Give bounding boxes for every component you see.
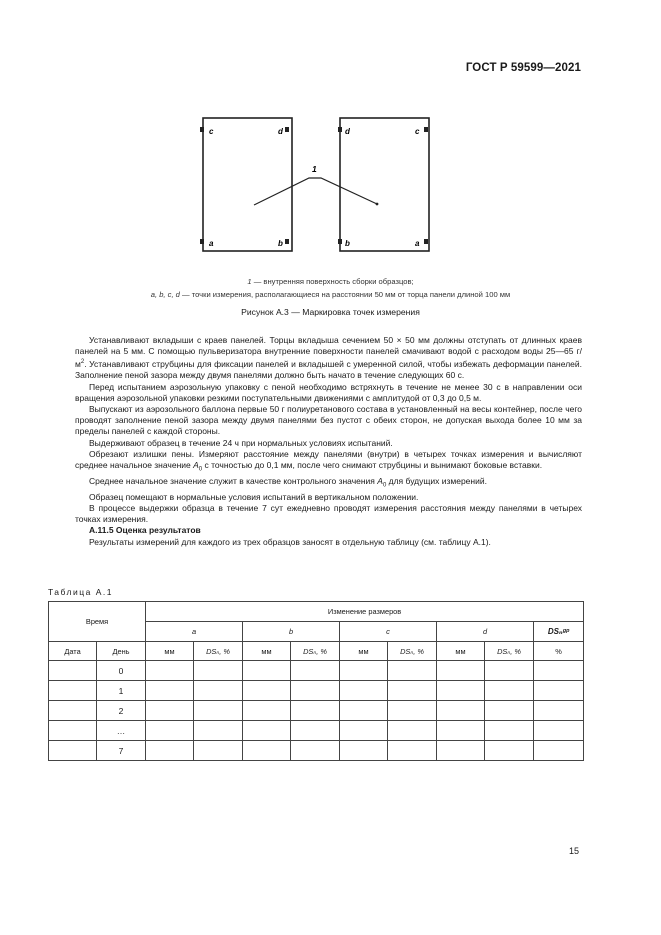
table-label: Таблица А.1 (48, 587, 113, 597)
unit-dsn: DSₙ, % (291, 642, 340, 661)
legend-text: — внутренняя поверхность сборки образцов; (251, 277, 414, 286)
table-row (49, 701, 584, 721)
paragraph: В процессе выдержки образца в течение 7 сут ежедневно проводят измерения расстояния между панелями в четырех точках измерения. (75, 503, 582, 525)
unit-dsn: DSₙ, % (194, 642, 243, 661)
point-label: b (278, 239, 283, 248)
group-header-a: a (146, 622, 243, 642)
point-label: c (415, 127, 420, 136)
paragraph (75, 335, 582, 382)
text: с точностью до 0,1 мм, после чего снимают струбцины и вынимают боковые вставки. (202, 460, 543, 471)
change-header: Изменение размеров (146, 602, 584, 622)
results-table (48, 601, 584, 761)
document-code: ГОСТ Р 59599—2021 (465, 62, 581, 74)
unit-dsn: DSₙ, % (388, 642, 437, 661)
subscript: 0 (198, 466, 203, 473)
unit-mm: мм (243, 642, 291, 661)
figure-legend-2 (0, 290, 661, 299)
date-cell (49, 701, 97, 721)
date-cell (49, 661, 97, 681)
text: . Устанавливают струбцины для фиксации панелей и вкладышей с умеренной силой, чтобы избежать деформации панелей. Заполнение пеной зазора между двумя панелями должно быть начато в течение следующих 60 с. (75, 359, 582, 381)
text: Устанавливают вкладыши с краев панелей. Торцы вкладыша сечением 50 × 50 мм должны отступать от длинных краев панелей на 5 мм. С помощью пульверизатора внутренние поверхности панелей смачивают водой с расходом воды 25—65 г/м (75, 335, 582, 370)
table-row (49, 741, 584, 761)
measurement-points-figure (196, 112, 436, 257)
day-cell: 2 (97, 701, 146, 721)
text: Обрезают излишки пены. Измеряют расстояние между панелями (внутри) в четырех точках измерения и вычисляют среднее начальное значение (75, 448, 582, 471)
body-text (75, 335, 582, 548)
date-cell (49, 681, 97, 701)
paragraph: Выдерживают образец в течение 24 ч при нормальных условиях испытаний. (89, 437, 393, 448)
table-row (49, 681, 584, 701)
day-cell: 0 (97, 661, 146, 681)
ds-total-header: DSₙᵍᵖ (534, 622, 584, 642)
superscript: 2 (80, 359, 85, 366)
inner-surface-pointer (254, 164, 378, 205)
text: Среднее начальное значение служит в качестве контрольного значения (89, 475, 378, 486)
group-header-b: b (243, 622, 340, 642)
unit-mm: мм (437, 642, 485, 661)
point-label: c (209, 127, 214, 136)
unit-mm: мм (340, 642, 388, 661)
figure-caption: Рисунок А.3 — Маркировка точек измерения (241, 307, 420, 317)
unit-dsn: DSₙ, % (485, 642, 534, 661)
legend-key: a, b, c, d (150, 290, 180, 299)
variable: A (193, 460, 199, 471)
paragraph: Перед испытанием аэрозольную упаковку с пеной необходимо встряхнуть в течение не менее 30 с в направлении оси вращения аэрозольной упаковки резкими поступательными движениями с амплитудой от 0,3 до 0,5 м. (75, 381, 582, 403)
figure-legend-1 (0, 277, 661, 286)
table-row (49, 721, 584, 741)
group-header-d: d (437, 622, 534, 642)
right-panel (338, 118, 429, 251)
group-header-c: c (340, 622, 437, 642)
subscript: 0 (382, 482, 387, 489)
paragraph: Результаты измерений для каждого из трех образцов заносят в отдельную таблицу (см. таблицу А.1). (89, 536, 491, 547)
paragraph (75, 476, 582, 492)
paragraph: Образец помещают в нормальные условия испытаний в вертикальном положении. (89, 491, 419, 502)
paragraph: Выпускают из аэрозольного баллона первые 50 г полиуретанового состава в установленный на весы контейнер, после чего проводят заполнение пеной зазора между двумя панелями без пустот с обеих сторон, не допуская выхода более 10 мм за пределы панелей с каждой стороны. (75, 404, 582, 437)
variable: A (377, 475, 383, 486)
date-cell (49, 721, 97, 741)
table-row (49, 661, 584, 681)
text: для будущих измерений. (386, 475, 487, 486)
day-cell: 7 (97, 741, 146, 761)
point-label: b (345, 239, 350, 248)
pointer-label: 1 (312, 164, 317, 174)
unit-pct: % (534, 642, 584, 661)
day-header: День (97, 642, 146, 661)
page-number: 15 (568, 846, 579, 856)
date-header: Дата (49, 642, 97, 661)
legend-text: — точки измерения, располагающиеся на расстоянии 50 мм от торца панели длиной 100 мм (179, 290, 511, 299)
point-label: d (345, 127, 350, 136)
section-heading: А.11.5 Оценка результатов (89, 525, 201, 536)
date-cell (49, 741, 97, 761)
point-label: d (278, 127, 283, 136)
legend-key: 1 (247, 277, 252, 286)
unit-mm: мм (146, 642, 194, 661)
paragraph (75, 449, 582, 476)
day-cell: … (97, 721, 146, 741)
day-cell: 1 (97, 681, 146, 701)
time-header: Время (49, 602, 146, 642)
point-label: a (209, 239, 214, 248)
point-label: a (415, 239, 420, 248)
left-panel (200, 118, 292, 251)
